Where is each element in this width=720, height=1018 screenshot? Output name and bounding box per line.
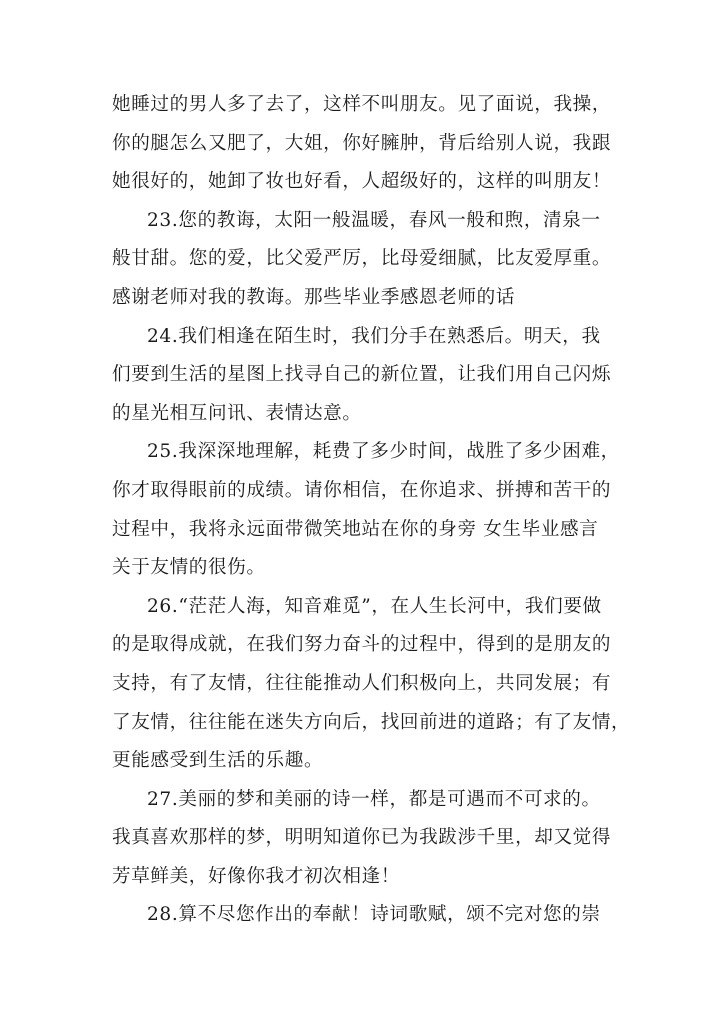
text-line: 支持，有了友情，往往能推动人们积极向上，共同发展；有 (112, 672, 612, 694)
text-line: 更能感受到生活的乐趣。 (112, 750, 324, 772)
text-line: 芳草鲜美，好像你我才初次相逢！ (112, 865, 400, 887)
item-23-line: 23.您的教诲，太阳一般温暖，春风一般和煦，清泉一 (147, 209, 601, 231)
text-line: 感谢老师对我的教诲。那些毕业季感恩老师的话 (112, 286, 516, 308)
item-25-line: 25.我深深地理解，耗费了多少时间，战胜了多少困难， (147, 441, 620, 463)
item-28-line: 28.算不尽您作出的奉献！诗词歌赋，颂不完对您的崇 (147, 904, 601, 926)
text-line: 般甘甜。您的爱，比父爱严厉，比母爱细腻，比友爱厚重。 (112, 248, 612, 270)
text-line: 的星光相互问讯、表情达意。 (112, 402, 362, 424)
item-26-line: 26.“茫茫人海，知音难觅”，在人生长河中，我们要做 (147, 595, 602, 617)
text-line: 你才取得眼前的成绩。请你相信，在你追求、拼搏和苦干的 (112, 479, 612, 501)
text-line: 了友情，往往能在迷失方向后，找回前进的道路；有了友情， (112, 711, 631, 733)
item-27-line: 27.美丽的梦和美丽的诗一样，都是可遇而不可求的。 (147, 788, 601, 810)
text-line: 我真喜欢那样的梦，明明知道你已为我跋涉千里，却又觉得 (112, 827, 612, 849)
text-line: 她睡过的男人多了去了，这样不叫朋友。见了面说，我操， (112, 94, 612, 115)
text-line: 们要到生活的星图上找寻自己的新位置，让我们用自己闪烁 (112, 364, 612, 386)
text-line: 她很好的，她卸了妆也好看，人超级好的，这样的叫朋友！ (112, 171, 612, 193)
text-line: 关于友情的很伤。 (112, 557, 266, 579)
text-line: 的是取得成就，在我们努力奋斗的过程中，得到的是朋友的 (112, 634, 612, 656)
item-24-line: 24.我们相逢在陌生时，我们分手在熟悉后。明天，我 (147, 325, 601, 347)
document-body-text (112, 86, 631, 935)
text-line: 过程中，我将永远面带微笑地站在你的身旁 女生毕业感言 (112, 518, 599, 540)
text-line: 你的腿怎么又肥了，大姐，你好臃肿，背后给别人说，我跟 (112, 132, 612, 154)
